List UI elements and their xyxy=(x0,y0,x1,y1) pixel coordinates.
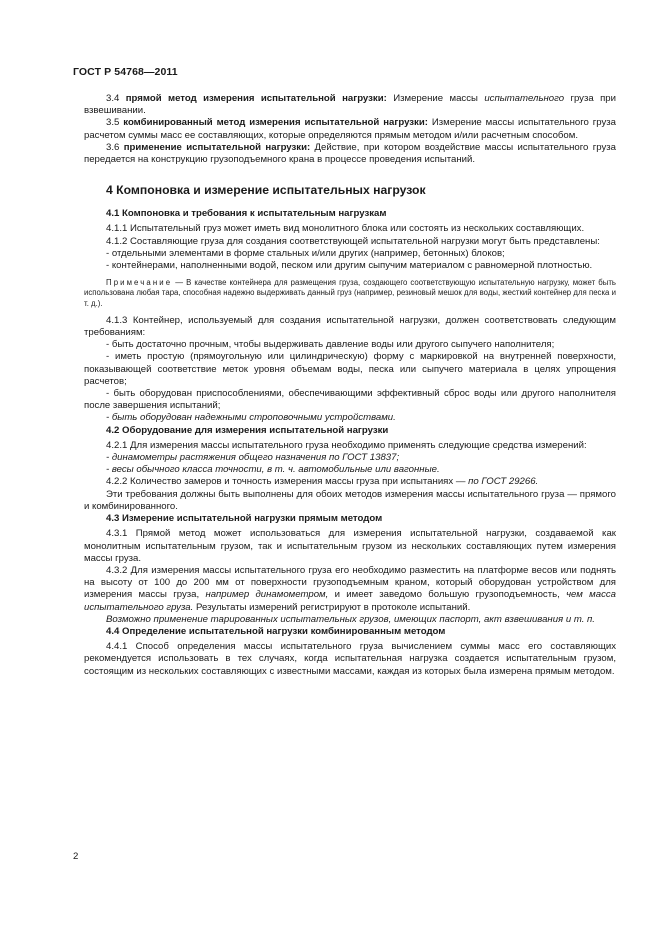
document-header: ГОСТ Р 54768—2011 xyxy=(73,66,178,78)
note-label: Примечание xyxy=(106,278,173,288)
section-4-2-heading: 4.2 Оборудование для измерения испытательной нагрузки xyxy=(106,424,389,436)
paragraph-4-3-2-note: Возможно применение тарированных испытательных грузов, имеющих паспорт, акт взвешивания и т. п. xyxy=(106,613,595,625)
paragraph-4-1-1: 4.1.1 Испытательный груз может иметь вид монолитного блока или состоять из нескольких составляющих. xyxy=(106,223,585,235)
note-paragraph: Примечание — В качестве контейнера для размещения груза, создающего соответствующую испытательную нагрузку, может быть использована любая тара, способная надежно выдерживать данный груз (например, резиновый мешок для воды, жесткий контейнер для песка и т. д.). xyxy=(84,278,616,308)
paragraph-4-1-3: 4.1.3 Контейнер, используемый для создания испытательной нагрузки, должен соответствовать следующим требованиям: xyxy=(84,314,616,339)
page-content xyxy=(84,93,616,678)
paragraph-4-2-2-cont: Эти требования должны быть выполнены для обоих методов измерения массы испытательного груза — прямого и комбинированного. xyxy=(84,488,616,512)
list-item: - отдельными элементами в форме стальных и/или других (например, бетонных) блоков; xyxy=(106,247,505,259)
definition-3-4: 3.4 прямой метод измерения испытательной нагрузки: Измерение массы испытательного груза при взвешивании. xyxy=(84,93,617,117)
list-item: - весы обычного класса точности, в т. ч. автомобильные или вагонные. xyxy=(106,464,440,476)
list-item: - быть оборудован приспособлениями, обеспечивающими эффективный сброс воды или другого наполнителя после завершения испытаний; xyxy=(84,388,616,412)
list-item: - быть оборудован надежными строповочными устройствами. xyxy=(106,412,396,424)
list-item: - контейнерами, наполненными водой, песком или другим сыпучим материалом с равномерной плотностью. xyxy=(106,260,593,272)
paragraph-4-4-1: 4.4.1 Способ определения массы испытательного груза вычислением суммы масс его составляющих рекомендуется использовать в тех случаях, когда испытательная нагрузка создается испытательным грузом, состоящим из нескольких составляющих с известными массами, каждая из которых была измерена прямым методом. xyxy=(84,641,616,677)
list-item: - иметь простую (прямоугольную или цилиндрическую) форму с маркировкой на внутренней поверхности, показывающей соответствие меток уровня объемам воды, песка или сыпучего материала в целях упрощения расчетов; xyxy=(84,351,616,387)
definition-3-5: 3.5 комбинированный метод измерения испытательной нагрузки: Измерение массы испытательного груза расчетом суммы масс ее составляющих, которые определяются прямым методом и/или расчетным способом. xyxy=(84,117,616,141)
section-4-1-heading: 4.1 Компоновка и требования к испытательным нагрузкам xyxy=(106,208,387,220)
paragraph-4-2-1: 4.2.1 Для измерения массы испытательного груза необходимо применять следующие средства измерений: xyxy=(106,439,587,451)
list-item: - динамометры растяжения общего назначения по ГОСТ 13837; xyxy=(106,452,400,464)
page-number: 2 xyxy=(73,851,79,862)
paragraph-4-2-2: 4.2.2 Количество замеров и точность измерения массы груза при испытаниях — по ГОСТ 29266. xyxy=(106,476,539,488)
section-4-4-heading: 4.4 Определение испытательной нагрузки комбинированным методом xyxy=(106,625,446,637)
paragraph-4-1-2: 4.1.2 Составляющие груза для создания соответствующей испытательной нагрузки могут быть представлены: xyxy=(106,235,600,247)
paragraph-4-3-1: 4.3.1 Прямой метод может использоваться для измерения испытательной нагрузки, создаваемой как монолитным испытательным грузом, так и испытательным грузом из нескольких составляющих путем измерения массы груза. xyxy=(84,528,616,564)
paragraph-4-3-2: 4.3.2 Для измерения массы испытательного груза его необходимо разместить на платформе весов или поднять на высоту от 100 до 200 мм от поверхности грузоподъемным краном, который оборудован устройством для измерения массы груза, например динамометром, и имеет заведомо большую грузоподъемность, чем масса испытательного груза. Результаты измерений регистрируют в протоколе испытаний. xyxy=(84,564,616,613)
section-4-3-heading: 4.3 Измерение испытательной нагрузки прямым методом xyxy=(106,513,383,525)
list-item: - быть достаточно прочным, чтобы выдерживать давление воды или другого сыпучего наполнителя; xyxy=(106,339,555,351)
section-4-heading: 4 Компоновка и измерение испытательных нагрузок xyxy=(106,183,426,198)
definition-3-6: 3.6 применение испытательной нагрузки: Действие, при котором воздействие массы испытательного груза передается на конструкцию грузоподъемного крана в процессе проведения испытаний. xyxy=(84,141,616,166)
